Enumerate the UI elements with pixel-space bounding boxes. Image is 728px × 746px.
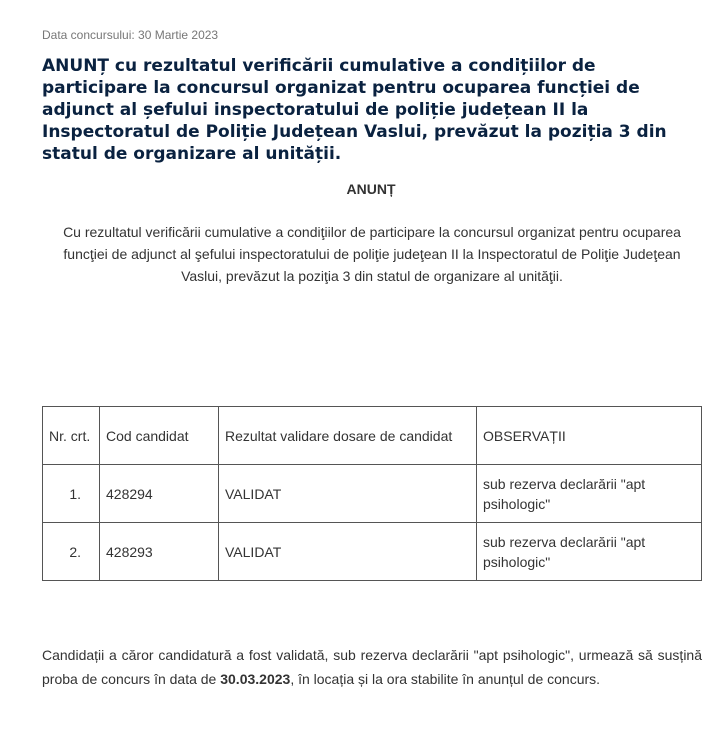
row-number: 1. [43,465,100,523]
table-row [43,465,702,523]
table-header-row [43,407,702,465]
observations: sub rezerva declarării "apt psihologic" [477,465,702,523]
row-number: 2. [43,523,100,581]
announcement-heading: ANUNȚ [346,181,396,197]
footer-text-before: Candidații a căror candidatură a fost validată, sub rezerva declarării "apt psihologic", urmează să susțină proba de concurs în data de [42,647,702,687]
exam-date: 30.03.2023 [220,671,291,687]
results-table [42,406,702,581]
footer-note [42,643,702,691]
header-rezultat-validare: Rezultat validare dosare de candidat [219,407,477,465]
header-cod-candidat: Cod candidat [100,407,219,465]
candidate-code: 428293 [100,523,219,581]
footer-text-after: , în locația și la ora stabilite în anunțul de concurs. [290,671,601,687]
validation-result: VALIDAT [219,465,477,523]
announcement-intro: Cu rezultatul verificării cumulative a condiţiilor de participare la concursul organizat pentru ocuparea funcţiei de adjunct al şefului inspectoratului de poliţie judeţean II la Inspectoratul de Poliţie Judeţean Vaslui, prevăzut la poziţia 3 din statul de organizare al unităţii. [63,224,681,284]
header-nr-crt: Nr. crt. [43,407,100,465]
contest-date: Data concursului: 30 Martie 2023 [42,28,219,42]
candidate-code: 428294 [100,465,219,523]
validation-result: VALIDAT [219,523,477,581]
announcement-title: ANUNȚ cu rezultatul verificării cumulative a condițiilor de participare la concursul organizat pentru ocuparea funcției de adjunct al șefului inspectoratului de poliție județean II la Inspectoratul de Poliție Județean Vaslui, prevăzut la poziția 3 din statul de organizare al unității. [42,56,667,164]
observations: sub rezerva declarării "apt psihologic" [477,523,702,581]
table-row [43,523,702,581]
header-observatii: OBSERVAȚII [477,407,702,465]
